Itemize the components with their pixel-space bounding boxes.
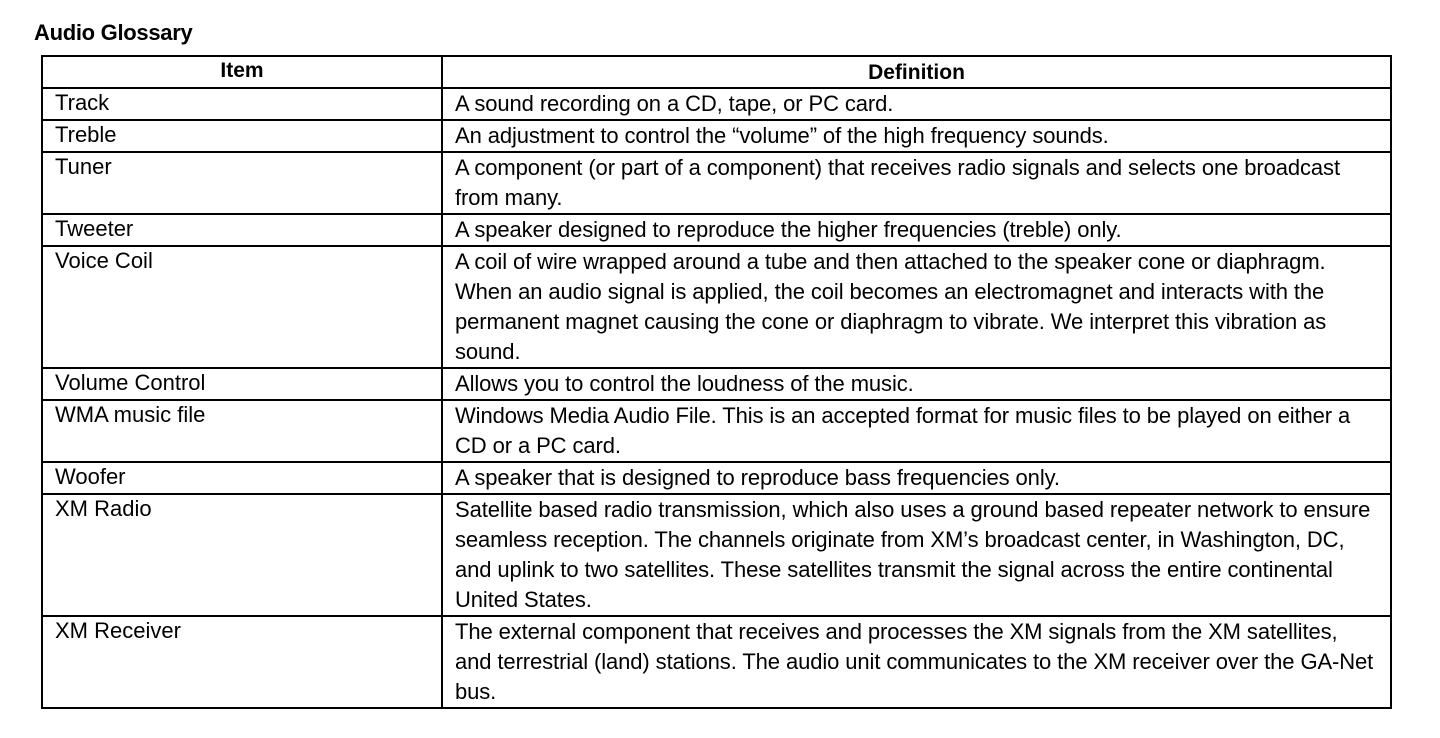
- table-row: [42, 400, 1391, 462]
- glossary-term: XM Receiver: [42, 616, 442, 708]
- glossary-term: Voice Coil: [42, 246, 442, 368]
- glossary-definition: Allows you to control the loudness of the music.: [442, 368, 1391, 400]
- table-row: [42, 120, 1391, 152]
- table-row: [42, 152, 1391, 214]
- glossary-table: [41, 55, 1392, 709]
- glossary-term: Woofer: [42, 462, 442, 494]
- column-header-definition: Definition: [442, 56, 1391, 88]
- table-row: [42, 88, 1391, 120]
- glossary-definition: A speaker that is designed to reproduce bass frequencies only.: [442, 462, 1391, 494]
- glossary-definition: An adjustment to control the “volume” of the high frequency sounds.: [442, 120, 1391, 152]
- glossary-term: Treble: [42, 120, 442, 152]
- glossary-term: Tuner: [42, 152, 442, 214]
- glossary-definition: A coil of wire wrapped around a tube and then attached to the speaker cone or diaphragm. When an audio signal is applied, the coil becomes an electromagnet and interacts with the permanent magnet causing the cone or diaphragm to vibrate. We interpret this vibration as sound.: [442, 246, 1391, 368]
- table-row: [42, 494, 1391, 616]
- table-row: [42, 368, 1391, 400]
- table-row: [42, 616, 1391, 708]
- glossary-definition: Windows Media Audio File. This is an accepted format for music files to be played on either a CD or a PC card.: [442, 400, 1391, 462]
- column-header-item: Item: [42, 56, 442, 88]
- table-row: [42, 246, 1391, 368]
- glossary-term: WMA music file: [42, 400, 442, 462]
- glossary-term: Volume Control: [42, 368, 442, 400]
- glossary-term: Track: [42, 88, 442, 120]
- glossary-definition: The external component that receives and processes the XM signals from the XM satellites, and terrestrial (land) stations. The audio unit communicates to the XM receiver over the GA-Net bus.: [442, 616, 1391, 708]
- glossary-definition: Satellite based radio transmission, which also uses a ground based repeater network to ensure seamless reception. The channels originate from XM’s broadcast center, in Washington, DC, and uplink to two satellites. These satellites transmit the signal across the entire continental United States.: [442, 494, 1391, 616]
- table-row: [42, 214, 1391, 246]
- glossary-definition: A speaker designed to reproduce the higher frequencies (treble) only.: [442, 214, 1391, 246]
- glossary-term: Tweeter: [42, 214, 442, 246]
- table-header-row: [42, 56, 1391, 88]
- table-row: [42, 462, 1391, 494]
- glossary-term: XM Radio: [42, 494, 442, 616]
- glossary-definition: A component (or part of a component) that receives radio signals and selects one broadcast from many.: [442, 152, 1391, 214]
- page-title: Audio Glossary: [34, 20, 193, 45]
- glossary-definition: A sound recording on a CD, tape, or PC card.: [442, 88, 1391, 120]
